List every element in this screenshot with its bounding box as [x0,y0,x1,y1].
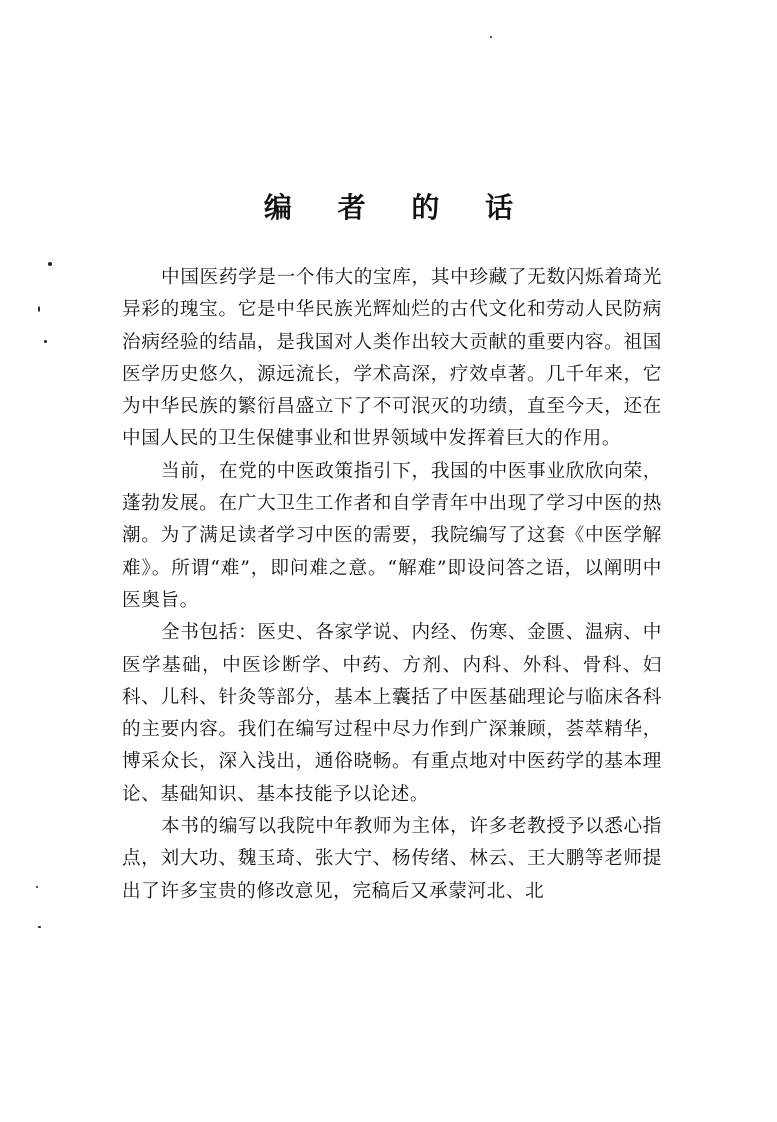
paragraph-2: 当前，在党的中医政策指引下，我国的中医事业欣欣向荣，蓬勃发展。在广大卫生工作者和自学青年中出现了学习中医的热潮。为了满足读者学习中医的需要，我院编写了这套《中医学解难》。所谓“难”，即问难之意。“解难”即设问答之语，以阐明中医奥旨。 [122,460,662,611]
scan-speck [38,306,40,312]
page-title: 编 者 的 话 [263,191,532,224]
body-text [122,262,662,908]
paragraph-4: 本书的编写以我院中年教师为主体，许多老教授予以悉心指点，刘大功、魏玉琦、张大宁、杨传绪、林云、王大鹏等老师提出了许多宝贵的修改意见，完稿后又承蒙河北、北 [122,816,662,902]
paragraph-3: 全书包括：医史、各家学说、内经、伤寒、金匮、温病、中医学基础，中医诊断学、中药、方剂、内科、外科、骨科、妇科、儿科、针灸等部分，基本上囊括了中医基础理论与临床各科的主要内容。我们在编写过程中尽力作到广深兼顾，荟萃精华，博采众长，深入浅出，通俗晓畅。有重点地对中医药学的基本理论、基础知识、基本技能予以论述。 [122,622,662,805]
scan-speck [38,926,41,928]
scan-speck [490,36,492,38]
scan-speck [36,886,38,888]
scan-speck [44,340,47,343]
scan-speck [48,262,52,266]
paragraph-1: 中国医药学是一个伟大的宝库，其中珍藏了无数闪烁着琦光异彩的瑰宝。它是中华民族光辉灿烂的古代文化和劳动人民防病治病经验的结晶，是我国对人类作出较大贡献的重要内容。祖国医学历史悠久，源远流长，学术高深，疗效卓著。几千年来，它为中华民族的繁衍昌盛立下了不可泯灭的功绩，直至今天，还在中国人民的卫生保健事业和世界领域中发挥着巨大的作用。 [122,267,662,450]
